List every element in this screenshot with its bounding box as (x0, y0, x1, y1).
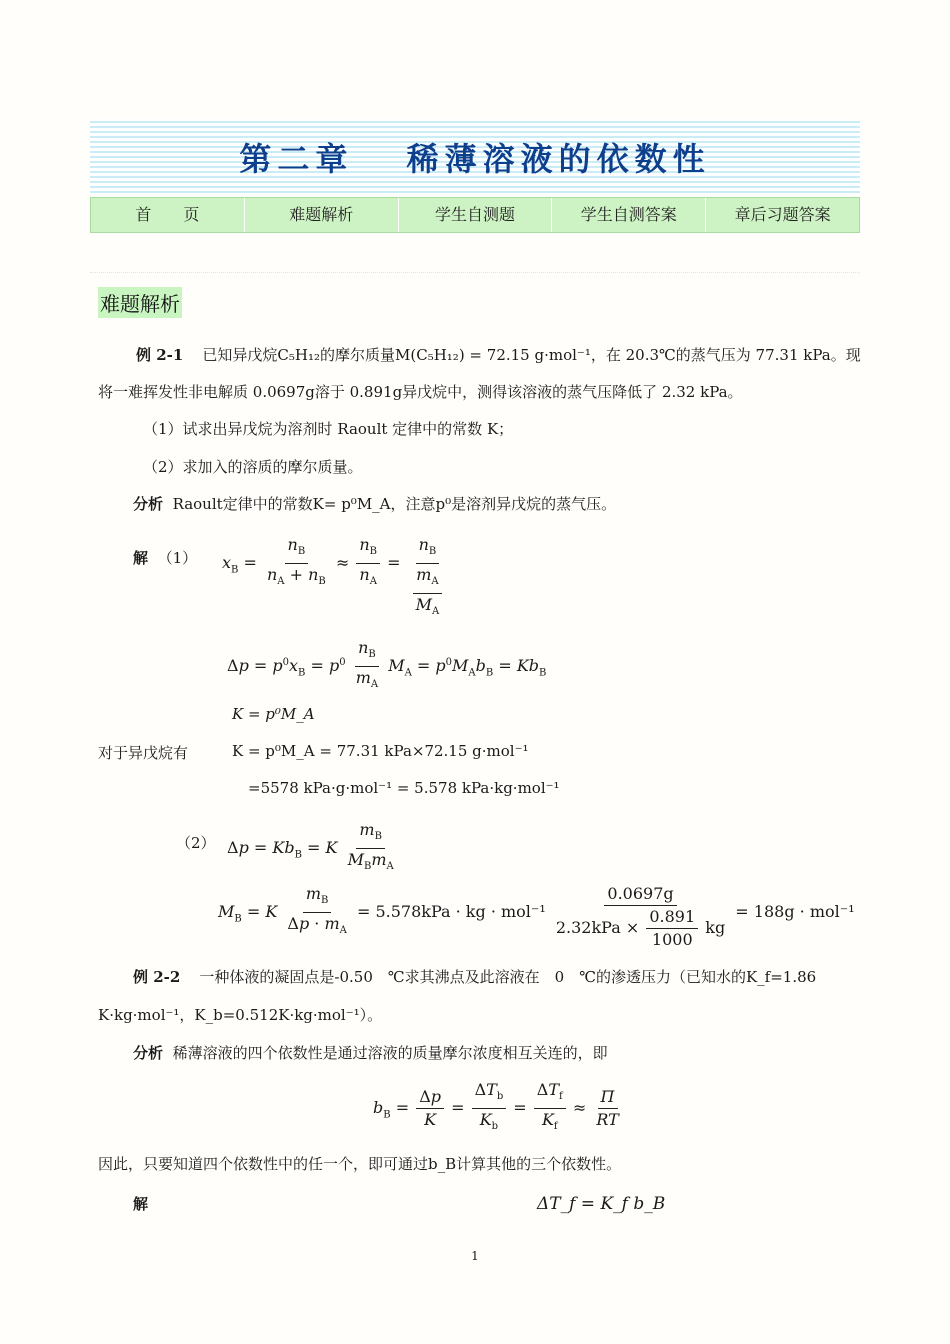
chapter-title (90, 134, 860, 180)
tab-problem-analysis[interactable]: 难题解析 (245, 198, 399, 232)
example1-solution (133, 547, 197, 568)
analysis-label: 分析 (133, 495, 164, 513)
example2-conclusion: 因此，只要知道四个依数性中的任一个，即可通过b_B计算其他的三个依数性。 (98, 1155, 622, 1173)
equation-k: K = p⁰M_A (232, 705, 315, 723)
molar-mass-result: = 188g · mol⁻¹ (735, 902, 855, 922)
molar-mass-numerator: 0.0697g (604, 884, 676, 906)
molar-mass-denominator: 2.32kPa × (555, 918, 640, 937)
chapter-label: 第二章 (239, 140, 354, 178)
part2-label: （2） (176, 834, 216, 852)
isopentane-label: 对于异戊烷有 (98, 744, 189, 762)
tab-self-test-answers[interactable]: 学生自测答案 (552, 198, 706, 232)
equation-colligative: $b_B$ = $\frac{\Delta p}{K}$ = $\frac{\Delta T_b}{K_b}$ = $\frac{\Delta T_f}{K_f}$ ≈ $\frac{\Pi}{RT}$ (373, 1080, 619, 1133)
example1-text1: 已知异戊烷C₅H₁₂的摩尔质量M(C₅H₁₂) = 72.15 g·mol⁻¹，在 20.3℃的蒸气压为 77.31 kPa。现 (202, 346, 861, 364)
nav-bar (90, 197, 860, 233)
example2-line2: K·kg·mol⁻¹，K_b=0.512K·kg·mol⁻¹）。 (98, 1006, 383, 1024)
equation-vapor-pressure: $\Delta p = p^0x_B = p^0$ $\frac{n_B}{m_A}$ $M_A = p^0M_Ab_B = Kb_B$ (227, 638, 547, 691)
example2-solution-label: 解 (133, 1195, 149, 1213)
part1-label: （1） (157, 549, 198, 567)
tab-exercise-answers[interactable]: 章后习题答案 (734, 205, 831, 224)
example1-question1: （1）试求出异戊烷为溶剂时 Raoult 定律中的常数 K； (143, 420, 514, 438)
example2-text1: 一种体液的凝固点是-0.50 ℃求其沸点及此溶液在 0 ℃的渗透压力（已知水的K_f=1.86 (199, 968, 817, 986)
molar-mass-k: = 5.578kPa · kg · mol⁻¹ (356, 902, 546, 922)
tab-home[interactable]: 首 页 (91, 198, 245, 232)
page-number: 1 (471, 1249, 479, 1263)
unit-conversion: 1000 (651, 930, 693, 949)
equation-freezing-point: ΔT_f = K_f b_B (537, 1194, 666, 1214)
solution-label: 解 (133, 549, 149, 567)
example1-question2: （2）求加入的溶质的摩尔质量。 (143, 458, 363, 476)
tab-self-test[interactable]: 学生自测题 (399, 198, 553, 232)
equation-molar-mass: $M_B = K$ $\frac{m_B}{\Delta p \cdot m_A}$ = 5.578kPa · kg · mol⁻¹ 0.0697g 2.32kPa × $\frac{0.891}{1000}$ kg = 188g · mol⁻¹ (218, 884, 855, 949)
solvent-mass: 0.891 (646, 907, 698, 929)
mass-unit: kg (705, 918, 726, 937)
equation-mole-fraction: $x_B$ = $\frac{n_B}{n_A + n_B}$ ≈ $\frac{n_B}{n_A}$ = $\frac{n_B}{\frac{m_A}{M_A}}$ (222, 535, 449, 623)
section-frame (90, 272, 860, 325)
example2-analysis (133, 1042, 608, 1063)
equation-delta-p-k: $\Delta p = Kb_B = K$ $\frac{m_B}{M_Bm_A}$ (227, 820, 394, 873)
analysis2-label: 分析 (133, 1044, 164, 1062)
equation-k-result: =5578 kPa·g·mol⁻¹ = 5.578 kPa·kg·mol⁻¹ (248, 779, 560, 797)
example2-label: 例 2-2 (133, 968, 181, 986)
chapter-banner (90, 118, 860, 194)
example1-label: 例 2-1 (136, 346, 184, 364)
analysis-text: Raoult定律中的常数K= p⁰M_A，注意p⁰是溶剂异戊烷的蒸气压。 (172, 495, 617, 513)
example2-line1 (133, 966, 816, 987)
example1-line2: 将一难挥发性非电解质 0.0697g溶于 0.891g异戊烷中，测得该溶液的蒸气压降低了 2.32 kPa。 (98, 383, 743, 401)
example1-analysis (133, 493, 616, 514)
analysis2-text: 稀薄溶液的四个依数性是通过溶液的质量摩尔浓度相互关连的，即 (172, 1044, 608, 1062)
example1-line1 (136, 344, 861, 365)
chapter-name: 稀薄溶液的依数性 (406, 140, 711, 178)
equation-k-value: K = p⁰M_A = 77.31 kPa×72.15 g·mol⁻¹ (232, 742, 529, 760)
section-heading: 难题解析 (98, 287, 182, 318)
